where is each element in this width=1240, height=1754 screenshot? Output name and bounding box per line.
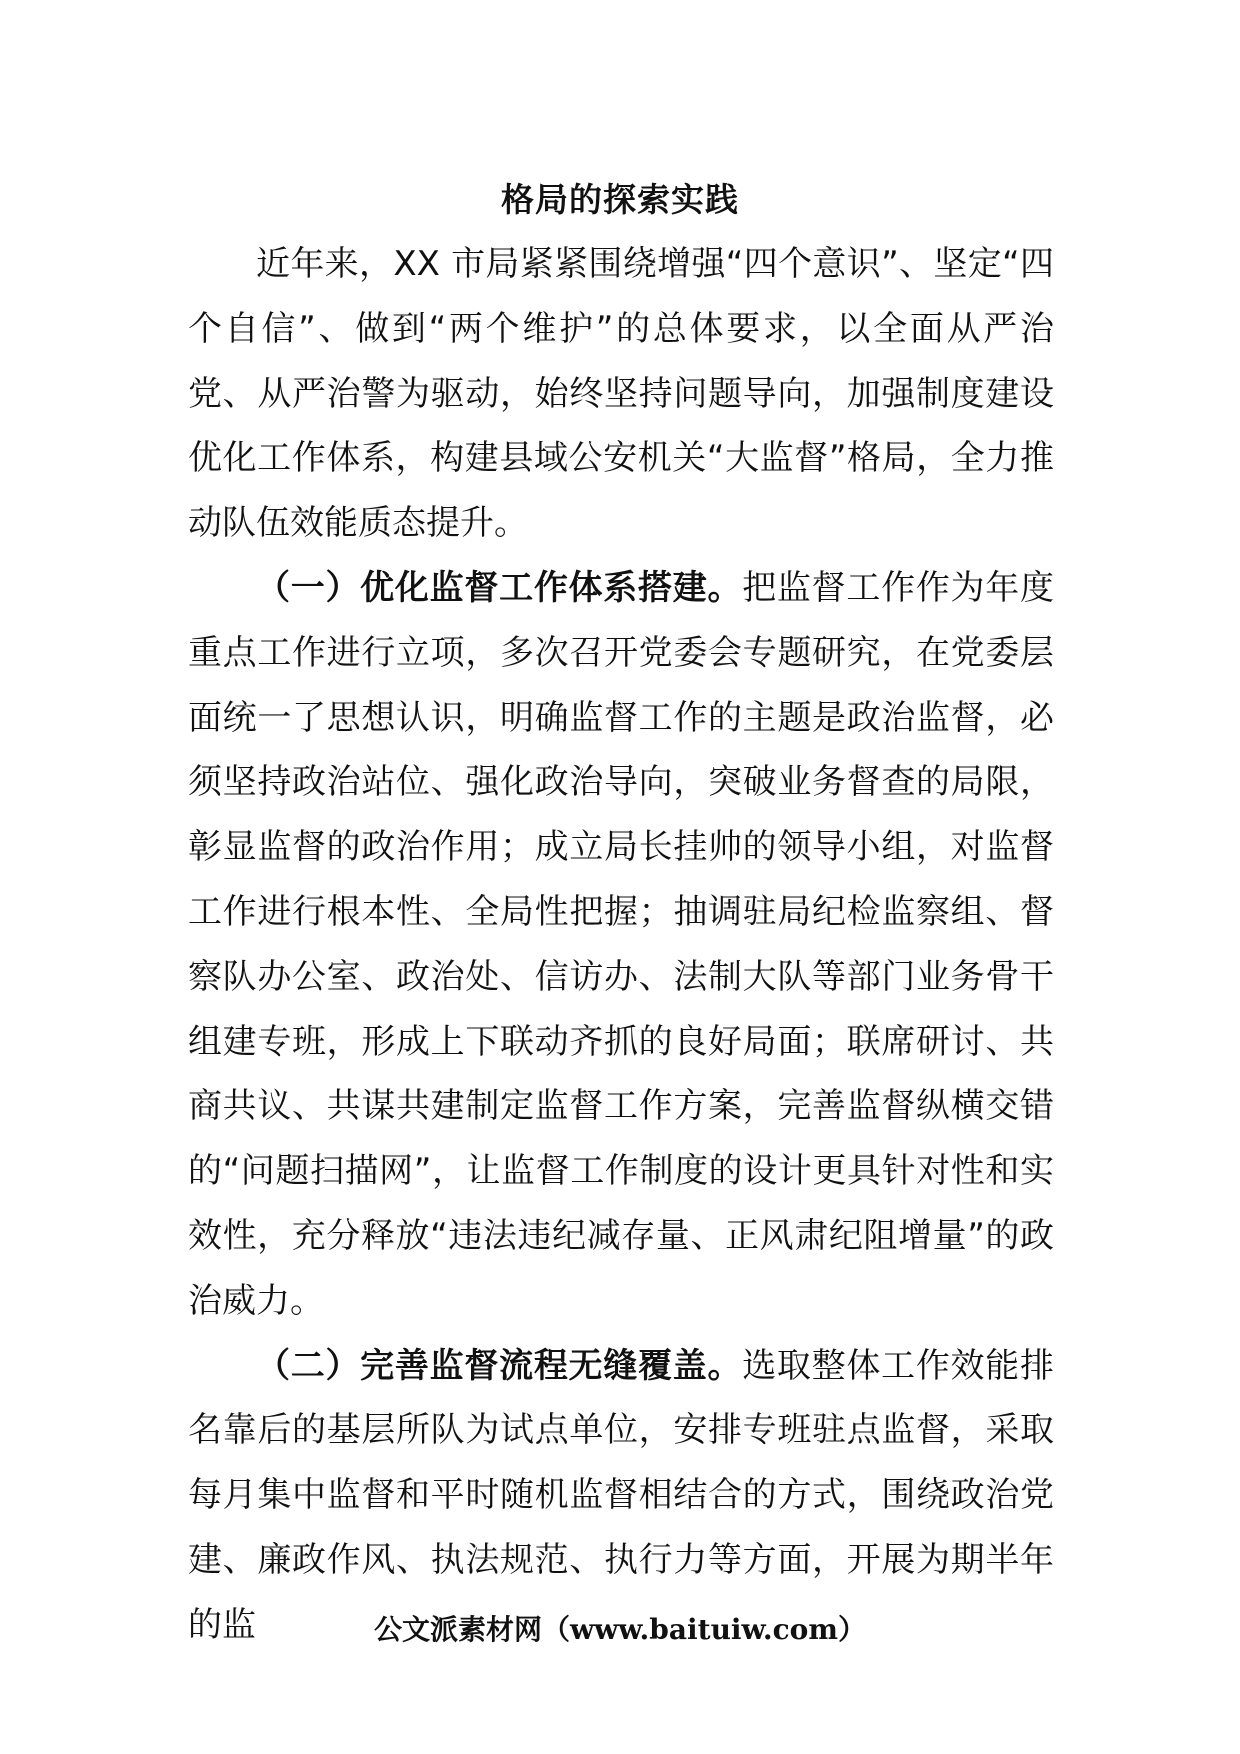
footer-url: www.baituiw.com (570, 1613, 838, 1646)
footer-prefix: 公文派素材网（ (374, 1613, 571, 1646)
footer-watermark (0, 1610, 1240, 1650)
document-body (188, 232, 1054, 1658)
paragraph-section-2 (188, 1334, 1054, 1658)
paragraph-section-1 (188, 556, 1054, 1334)
page-title: 格局的探索实践 (501, 180, 739, 219)
paragraph-intro (188, 232, 1054, 556)
footer-suffix: ） (837, 1613, 866, 1646)
section-heading: （二）完善监督流程无缝覆盖。 (256, 1345, 743, 1386)
paragraph-text: 把监督工作作为年度重点工作进行立项，多次召开党委会专题研究，在党委层面统一了思想认识，明确监督工作的主题是政治监督，必须坚持政治站位、强化政治导向，突破业务督查的局限，彰显监督的政治作用；成立局长挂帅的领导小组，对监督工作进行根本性、全局性把握；抽调驻局纪检监察组、督察队办公室、政治处、信访办、法制大队等部门业务骨干组建专班，形成上下联动齐抓的良好局面；联席研讨、共商共议、共谋共建制定监督工作方案，完善监督纵横交错的“问题扫描网”，让监督工作制度的设计更具针对性和实效性，充分释放“违法违纪减存量、正风肃纪阻增量”的政治威力。 (188, 567, 1055, 1321)
paragraph-text: 近年来，XX 市局紧紧围绕增强“四个意识”、坚定“四个自信”、做到“两个维护”的总体要求，以全面从严治党、从严治警为驱动，始终坚持问题导向，加强制度建设优化工作体系，构建县域公安机关“大监督”格局，全力推动队伍效能质态提升。 (188, 244, 1054, 544)
paragraph-text: 选取整体工作效能排名靠后的基层所队为试点单位，安排专班驻点监督，采取每月集中监督和平时随机监督相结合的方式，围绕政治党建、廉政作风、执法规范、执行力等方面，开展为期半年的监 (188, 1345, 1055, 1645)
section-heading: （一）优化监督工作体系搭建。 (256, 567, 743, 608)
